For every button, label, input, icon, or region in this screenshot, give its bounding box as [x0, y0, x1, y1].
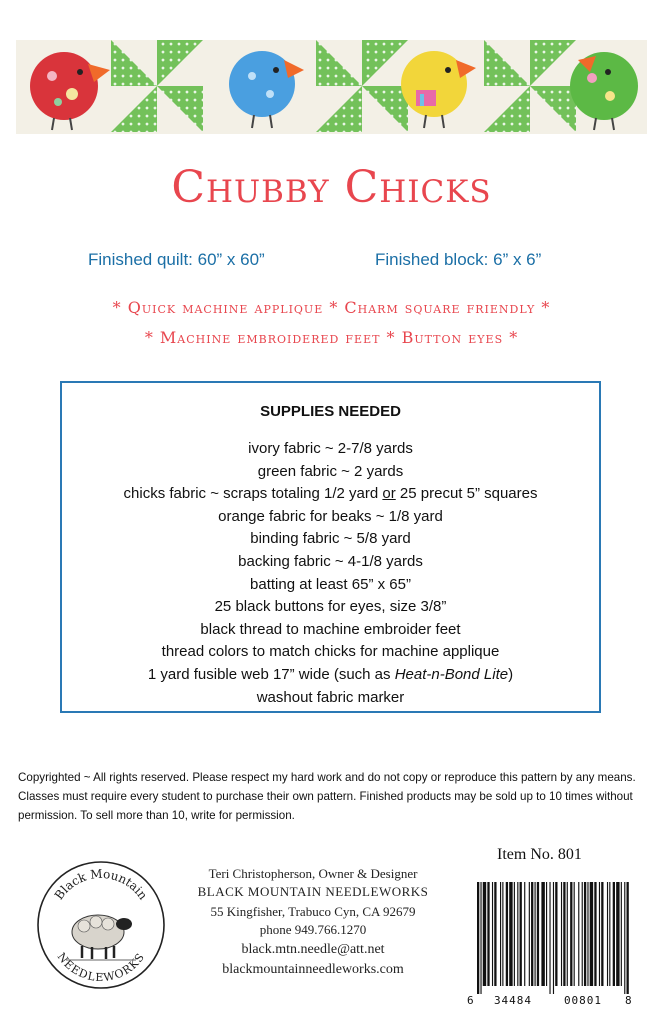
list-item: ivory fabric ~ 2-7/8 yards	[248, 440, 413, 457]
barcode-bar	[480, 882, 481, 994]
barcode-bar	[607, 882, 608, 986]
sheep-icon	[36, 860, 166, 990]
barcode-bar	[487, 882, 489, 986]
barcode-digit-first: 6	[467, 994, 474, 1007]
barcode-bar	[494, 882, 496, 986]
features-line-1: * Quick machine applique * Charm square friendly *	[112, 298, 551, 317]
barcode-bar	[582, 882, 583, 986]
black-mountain-logo	[36, 860, 166, 990]
list-item: chicks fabric ~ scraps totaling 1/2 yard or 25 precut 5” squares	[123, 485, 538, 503]
copyright-notice: Copyrighted ~ All rights reserved. Please respect my hard work and do not copy or reproduce this pattern by any means. Classes must require every student to purchase their own pattern. Finished products may be sold up to 10 times without permission. To sell more than 10, write for permission.	[18, 771, 636, 822]
owner-line: Teri Christopherson, Owner & Designer	[208, 866, 418, 881]
pattern-title: Chubby Chicks	[171, 162, 492, 213]
barcode-bar	[541, 882, 544, 986]
green-chick-icon	[570, 52, 638, 130]
barcode-bar	[514, 882, 515, 986]
barcode-bar	[506, 882, 508, 986]
barcode-bar	[537, 882, 539, 986]
barcode-bar	[561, 882, 562, 986]
barcode-bar	[590, 882, 593, 986]
website-link[interactable]: blackmountainneedleworks.com	[222, 962, 404, 977]
finished-quilt-size: Finished quilt: 60” x 60”	[88, 250, 265, 269]
barcode-bar	[609, 882, 610, 986]
barcode-bar	[483, 882, 486, 986]
finished-block-size: Finished block: 6” x 6”	[375, 250, 542, 269]
pinwheel-icon	[484, 40, 576, 132]
barcode-bar	[616, 882, 619, 986]
barcode-bar	[520, 882, 522, 986]
barcode-bar	[587, 882, 588, 986]
pinwheel-icon	[111, 40, 203, 132]
barcode-bar	[594, 882, 596, 986]
barcode-bar	[570, 882, 572, 986]
supplies-heading: SUPPLIES NEEDED	[260, 403, 401, 420]
barcode-bar	[549, 882, 550, 994]
barcode-bar	[567, 882, 568, 986]
barcode-bar	[500, 882, 501, 986]
barcode-bar	[613, 882, 615, 986]
supplies-list	[62, 438, 599, 709]
item-number: Item No. 801	[497, 846, 582, 863]
banner-artwork	[16, 40, 647, 134]
barcode-bar	[555, 882, 557, 986]
list-item: orange fabric for beaks ~ 1/8 yard	[218, 507, 443, 525]
logo-bottom-text: NEEDLEWORKS	[54, 950, 148, 985]
barcode-bar	[531, 882, 533, 986]
barcode-bar	[477, 882, 479, 994]
barcode-bar	[509, 882, 512, 986]
list-item: washout fabric marker	[256, 688, 405, 706]
barcode-group-1: 34484	[493, 994, 533, 1007]
barcode-bar	[621, 882, 622, 986]
barcode-bar	[563, 882, 565, 986]
list-item: 25 black buttons for eyes, size 3/8”	[214, 598, 447, 616]
supplies-box	[60, 381, 601, 713]
barcode-bar	[578, 882, 579, 986]
barcode-bar	[546, 882, 547, 986]
features-line-2: * Machine embroidered feet * Button eyes *	[144, 328, 519, 347]
barcode-bar	[529, 882, 530, 986]
blue-chick-icon	[229, 51, 304, 128]
red-chick-icon	[30, 52, 110, 130]
chick-banner	[16, 40, 647, 134]
barcode-bar	[492, 882, 493, 986]
barcode-bar	[553, 882, 554, 994]
email-link[interactable]: black.mtn.needle@att.net	[241, 942, 385, 957]
barcode-bar	[502, 882, 503, 986]
yellow-chick-icon	[401, 51, 476, 128]
logo-top-text: Black Mountain	[51, 866, 151, 903]
list-item: black thread to machine embroider feet	[200, 620, 461, 638]
barcode-bar	[624, 882, 625, 994]
list-item: batting at least 65” x 65”	[250, 575, 411, 593]
barcode-bar	[599, 882, 600, 986]
phone: phone 949.766.1270	[259, 922, 367, 937]
barcode	[465, 878, 640, 1008]
list-item: binding fabric ~ 5/8 yard	[250, 530, 411, 548]
list-item: 1 yard fusible web 17” wide (such as Heat-n-Bond Lite)	[147, 665, 514, 683]
list-item: green fabric ~ 2 yards	[257, 462, 404, 480]
company-name: BLACK MOUNTAIN NEEDLEWORKS	[197, 884, 429, 899]
barcode-bar	[627, 882, 629, 994]
list-item: backing fabric ~ 4-1/8 yards	[238, 552, 423, 570]
address: 55 Kingfisher, Trabuco Cyn, CA 92679	[210, 904, 416, 919]
barcode-group-2: 00801	[563, 994, 603, 1007]
list-item: thread colors to match chicks for machine applique	[161, 643, 500, 661]
barcode-bar	[584, 882, 586, 986]
barcode-bar	[535, 882, 536, 986]
pinwheel-icon	[316, 40, 408, 132]
barcode-bar	[574, 882, 575, 986]
barcode-digit-last: 8	[625, 994, 632, 1007]
barcode-bar	[517, 882, 518, 986]
barcode-bar	[524, 882, 525, 986]
barcode-bar	[601, 882, 603, 986]
barcode-icon	[465, 878, 640, 1008]
